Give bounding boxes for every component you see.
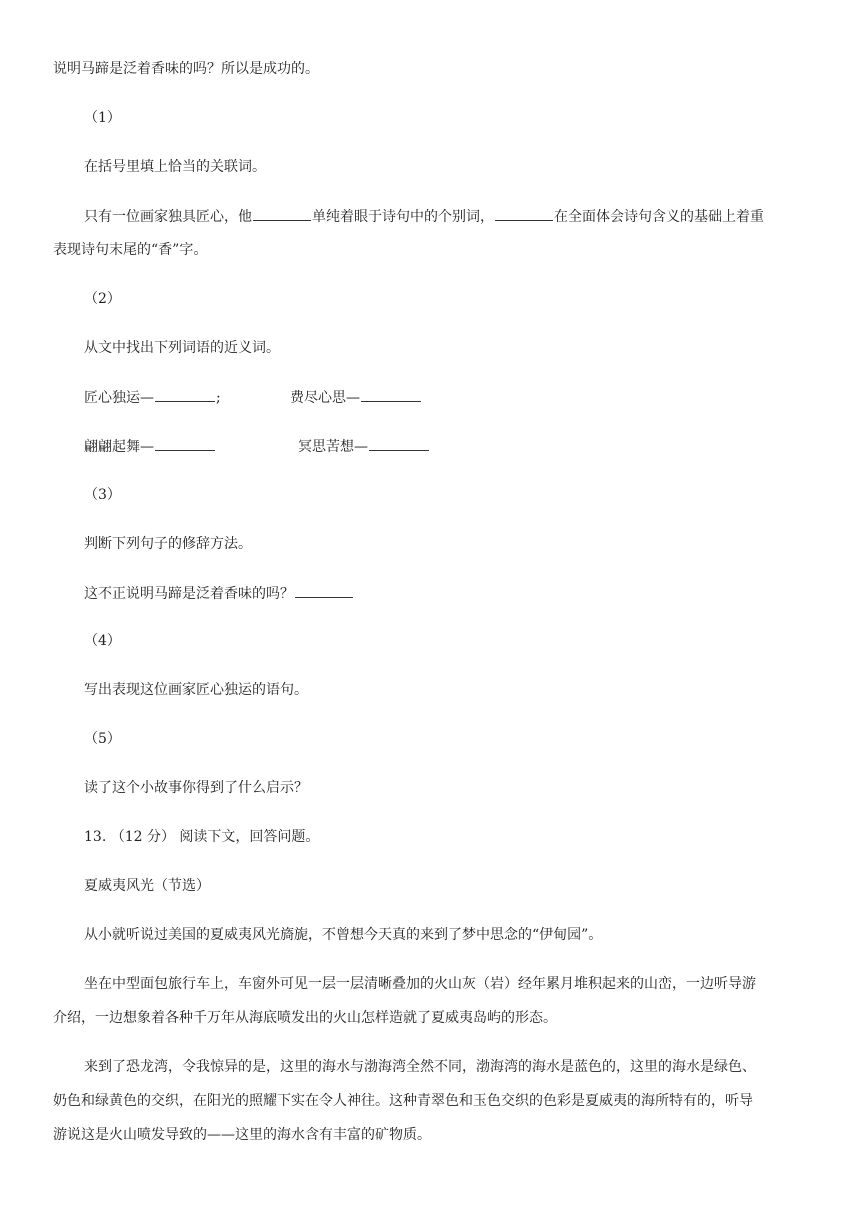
- question-instruction: 在括号里填上恰当的关联词。: [84, 159, 266, 175]
- sentence-part: 在全面体会诗句含义的基础上着重: [554, 209, 764, 225]
- passage-paragraph: 坐在中型面包旅行车上，车窗外可见一层一层清晰叠加的火山灰（岩）经年累月堆积起来的山峦，一边听导游: [84, 976, 756, 992]
- word-label: 翩翩起舞—: [84, 439, 154, 455]
- question-number: （2）: [84, 291, 121, 307]
- question-heading: 13. （12 分） 阅读下文，回答问题。: [84, 829, 320, 845]
- text-line: 说明马蹄是泛着香味的吗？所以是成功的。: [53, 61, 319, 77]
- fill-in-sentence: [84, 206, 764, 227]
- passage-line: 奶色和绿黄色的交织，在阳光的照耀下实在令人神往。这种青翠色和玉色交织的色彩是夏威夷的海所特有的，听导: [53, 1093, 753, 1109]
- text-line: 表现诗句末尾的“香”字。: [53, 242, 208, 258]
- sentence-part: 只有一位画家独具匠心，他: [84, 209, 252, 225]
- passage-paragraph: 从小就听说过美国的夏威夷风光旖旎，不曾想今天真的来到了梦中思念的“伊甸园”。: [84, 927, 603, 943]
- question-instruction: 从文中找出下列词语的近义词。: [84, 340, 280, 356]
- passage-line: 介绍，一边想象着各种千万年从海底喷发出的火山怎样造就了夏威夷岛屿的形态。: [53, 1010, 557, 1026]
- sentence-part: 这不正说明马蹄是泛着香味的吗？: [84, 586, 294, 602]
- word-label: 费尽心思—: [290, 390, 360, 406]
- question-number: （4）: [84, 633, 121, 649]
- answer-blank[interactable]: [495, 206, 553, 221]
- answer-blank[interactable]: [369, 436, 429, 451]
- answer-blank[interactable]: [155, 436, 215, 451]
- synonym-item: [290, 387, 422, 408]
- synonym-item: [84, 436, 216, 457]
- answer-blank[interactable]: [361, 387, 421, 402]
- question-instruction: 写出表现这位画家匠心独运的语句。: [84, 682, 308, 698]
- answer-blank[interactable]: [253, 206, 311, 221]
- passage-line: 游说这是火山喷发导致的——这里的海水含有丰富的矿物质。: [53, 1127, 431, 1143]
- separator: ;: [216, 390, 221, 406]
- passage-paragraph: 来到了恐龙湾，令我惊异的是，这里的海水与渤海湾全然不同，渤海湾的海水是蓝色的，这里的海水是绿色、: [84, 1059, 756, 1075]
- word-label: 匠心独运—: [84, 390, 154, 406]
- synonym-item: [298, 436, 430, 457]
- passage-title: 夏威夷风光（节选）: [84, 878, 210, 894]
- fill-in-sentence: [84, 583, 354, 604]
- synonym-item: [84, 387, 221, 408]
- answer-blank[interactable]: [155, 387, 215, 402]
- question-instruction: 读了这个小故事你得到了什么启示？: [84, 780, 308, 796]
- answer-blank[interactable]: [295, 583, 353, 598]
- word-label: 冥思苦想—: [298, 439, 368, 455]
- sentence-part: 单纯着眼于诗句中的个别词，: [312, 209, 494, 225]
- question-number: （1）: [84, 110, 121, 126]
- question-number: （5）: [84, 731, 121, 747]
- question-instruction: 判断下列句子的修辞方法。: [84, 536, 252, 552]
- question-number: （3）: [84, 487, 121, 503]
